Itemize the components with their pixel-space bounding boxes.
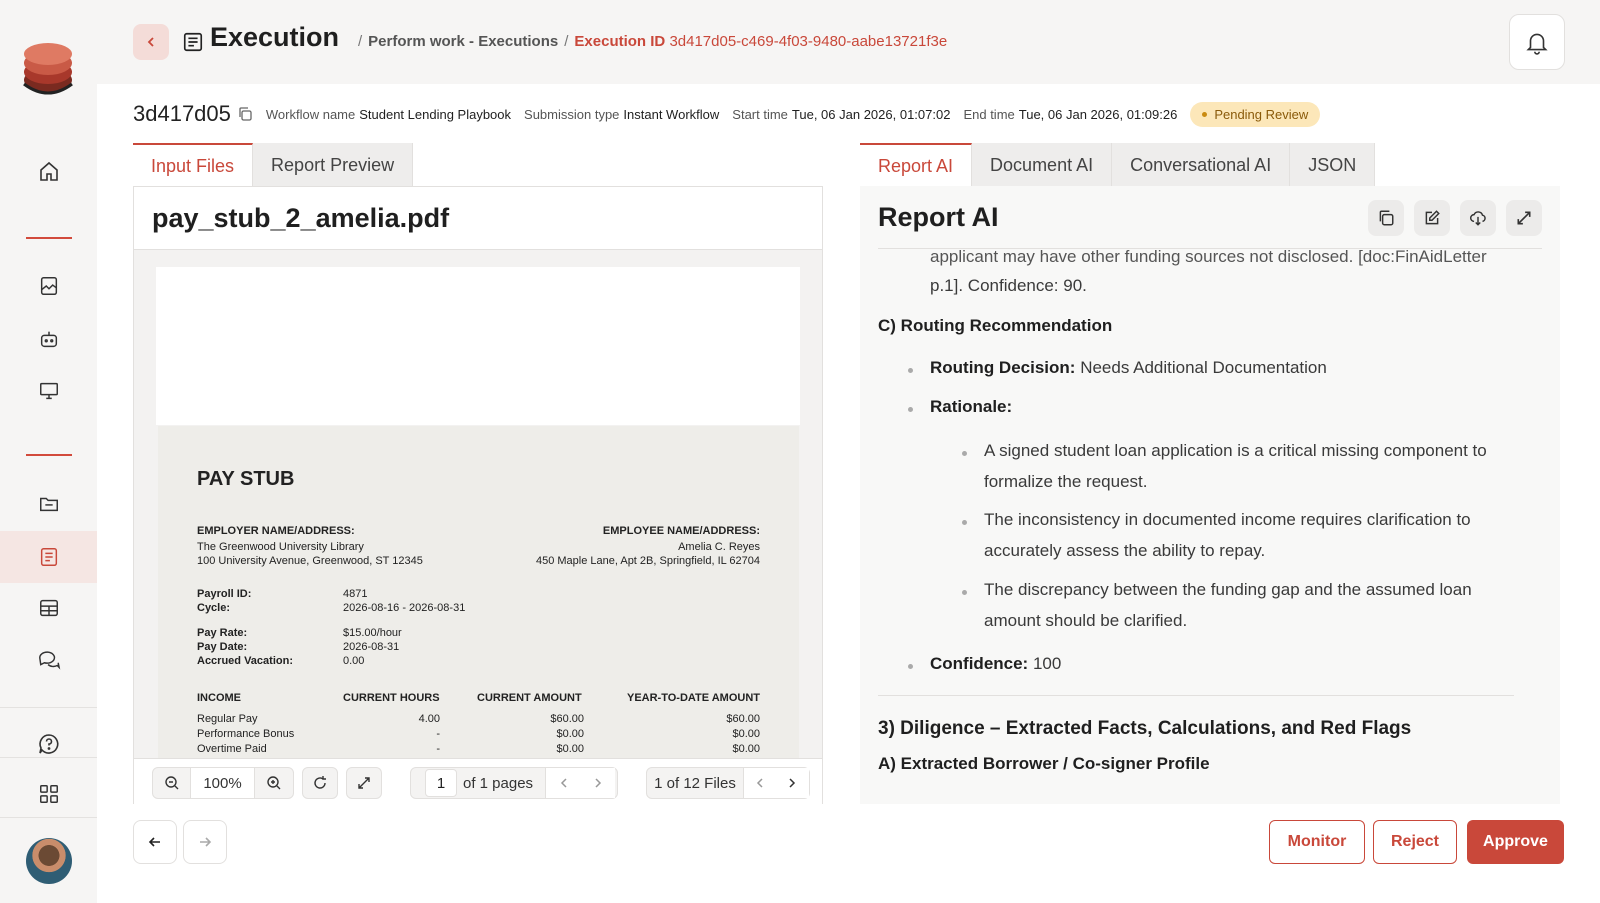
tables-nav[interactable] <box>0 584 97 632</box>
start-time-label: Start time <box>732 106 788 122</box>
cloud-download-icon <box>1469 209 1487 227</box>
employee-label: EMPLOYEE NAME/ADDRESS: <box>602 525 760 537</box>
reject-button[interactable]: Reject <box>1373 820 1457 864</box>
viewer-toolbar <box>134 758 822 804</box>
income-row-hours: - <box>436 728 440 740</box>
prev-file-button[interactable] <box>743 768 775 798</box>
rationale-point-3a: The discrepancy between the funding gap and the assumed loan <box>984 580 1472 599</box>
document-list-icon <box>182 31 204 53</box>
zoom-in-icon <box>266 775 282 791</box>
rationale-point-2b: accurately assess the ability to repay. <box>984 541 1266 560</box>
status-text: Pending Review <box>1214 106 1309 122</box>
col-amount: CURRENT AMOUNT <box>477 692 582 704</box>
routing-decision-value: Needs Additional Documentation <box>1080 358 1327 377</box>
bullet-dot <box>908 368 913 373</box>
cycle: 2026-08-16 - 2026-08-31 <box>343 602 466 614</box>
page-controls <box>410 767 618 799</box>
grid-icon <box>38 783 60 805</box>
report-ai-panel <box>860 186 1560 804</box>
page-title: Execution <box>210 22 340 52</box>
income-row-name: Performance Bonus <box>197 728 295 740</box>
expand-icon <box>357 776 371 790</box>
robot-icon <box>38 328 60 350</box>
col-hours: CURRENT HOURS <box>343 692 440 704</box>
col-income: INCOME <box>197 692 241 704</box>
help-nav[interactable] <box>0 720 97 768</box>
zoom-level: 100% <box>191 768 255 798</box>
previous-execution-button[interactable] <box>133 820 177 864</box>
home-icon <box>37 160 61 184</box>
home-nav[interactable] <box>0 148 97 196</box>
vacation-label: Accrued Vacation: <box>197 655 293 667</box>
income-row-ytd: $60.00 <box>726 713 760 725</box>
end-time-label: End time <box>963 106 1015 122</box>
zoom-controls <box>152 767 294 799</box>
left-tabs <box>133 143 413 187</box>
chevron-right-icon <box>593 777 603 789</box>
prev-page-button[interactable] <box>545 768 581 798</box>
folder-icon <box>38 493 60 515</box>
start-time-value: Tue, 06 Jan 2026, 01:07:02 <box>791 106 951 122</box>
sidebar-divider <box>0 707 97 708</box>
bullet-dot <box>908 407 913 412</box>
page-number-input[interactable]: 1 <box>425 769 457 797</box>
rotate-icon <box>312 775 328 791</box>
zoom-out-button[interactable] <box>153 768 191 798</box>
routing-decision-label: Routing Decision: <box>930 358 1076 377</box>
chevron-left-icon <box>145 36 157 48</box>
bullet-dot <box>962 451 967 456</box>
payroll-id: 4871 <box>343 588 368 600</box>
report-body[interactable] <box>860 249 1560 804</box>
report-text: p.1]. Confidence: 90. <box>930 276 1087 295</box>
rationale-point-3b: amount should be clarified. <box>984 611 1188 630</box>
income-row-amount: $0.00 <box>556 743 584 755</box>
files-label: 1 of 12 Files <box>654 774 736 792</box>
employee-name: Amelia C. Reyes <box>678 541 760 553</box>
bullet-dot <box>962 590 967 595</box>
sidebar-separator <box>26 237 72 239</box>
cycle-label: Cycle: <box>197 602 231 614</box>
fullscreen-button[interactable] <box>346 767 382 799</box>
report-text-cut: applicant may have other funding sources not disclosed. [doc:FinAidLetter <box>930 249 1487 266</box>
monitor-icon <box>38 380 60 402</box>
table-icon <box>38 597 60 619</box>
agents-nav[interactable] <box>0 315 97 363</box>
file-controls <box>646 767 810 799</box>
breadcrumb-current-id: 3d417d05-c469-4f03-9480-aabe13721f3e <box>669 33 948 50</box>
rationale-point-2a: The inconsistency in documented income requires clarification to <box>984 510 1471 529</box>
arrow-right-icon <box>197 834 213 850</box>
download-report-button[interactable] <box>1460 200 1496 236</box>
rationale-point-1b: formalize the request. <box>984 472 1148 491</box>
status-dot <box>1202 112 1207 117</box>
page-header <box>97 0 1600 84</box>
breadcrumb-current-label: Execution ID <box>574 33 666 50</box>
status-badge <box>1190 102 1320 127</box>
pay-stub-page <box>158 426 799 758</box>
chevron-left-icon <box>755 777 765 789</box>
main-content <box>97 84 1600 903</box>
payroll-id-label: Payroll ID: <box>197 588 252 600</box>
chevron-left-icon <box>559 777 569 789</box>
end-time-value: Tue, 06 Jan 2026, 01:09:26 <box>1018 106 1178 122</box>
book-icon <box>38 275 60 297</box>
edit-report-button[interactable] <box>1414 200 1450 236</box>
copy-report-button[interactable] <box>1368 200 1404 236</box>
files-nav[interactable] <box>0 480 97 528</box>
execution-meta <box>133 100 1320 128</box>
vacation: 0.00 <box>343 655 365 667</box>
rationale-label: Rationale: <box>930 397 1013 416</box>
income-row-name: Regular Pay <box>197 713 258 725</box>
income-row-hours: 4.00 <box>418 713 440 725</box>
income-row-ytd: $0.00 <box>732 743 760 755</box>
section-divider <box>878 695 1514 696</box>
file-name: pay_stub_2_amelia.pdf <box>152 203 450 233</box>
zoom-out-icon <box>164 775 180 791</box>
pdf-page-blank <box>156 267 800 425</box>
user-avatar[interactable] <box>26 838 72 884</box>
employee-address: 450 Maple Lane, Apt 2B, Springfield, IL 62704 <box>535 555 760 567</box>
pay-date-label: Pay Date: <box>197 641 248 653</box>
rotate-button[interactable] <box>302 767 338 799</box>
pdf-viewer[interactable] <box>134 250 822 758</box>
breadcrumb <box>352 33 947 50</box>
right-tabs <box>860 143 1375 187</box>
execution-short-id: 3d417d05 <box>133 101 231 126</box>
col-ytd: YEAR-TO-DATE AMOUNT <box>626 692 760 704</box>
income-row-hours: - <box>436 743 440 755</box>
rationale-point-1a: A signed student loan application is a critical missing component to <box>984 441 1487 460</box>
approve-button[interactable]: Approve <box>1467 820 1564 864</box>
section-heading-routing: C) Routing Recommendation <box>878 316 1113 335</box>
chat-icon <box>37 649 61 671</box>
employer-name: The Greenwood University Library <box>197 541 364 553</box>
routing-decision-item <box>930 358 1327 378</box>
income-row-name: Overtime Paid <box>197 743 267 755</box>
tab-conversational-ai[interactable]: Conversational AI <box>1112 143 1290 187</box>
chevron-right-icon <box>787 777 797 789</box>
report-title: Report AI <box>878 202 999 232</box>
reports-nav[interactable] <box>0 262 97 310</box>
app-logo[interactable] <box>22 40 74 96</box>
help-icon <box>37 732 61 756</box>
bell-icon <box>1524 29 1550 55</box>
tab-document-ai[interactable]: Document AI <box>972 143 1112 187</box>
tab-report-preview[interactable]: Report Preview <box>253 143 413 187</box>
sidebar-divider <box>0 757 97 758</box>
zoom-in-button[interactable] <box>255 768 293 798</box>
workflow-value: Student Lending Playbook <box>359 106 512 122</box>
fullscreen-cell <box>347 768 381 798</box>
document-list-icon <box>38 546 60 568</box>
expand-icon <box>1516 210 1532 226</box>
breadcrumb-separator: / <box>564 33 569 50</box>
pay-date: 2026-08-31 <box>343 641 400 653</box>
file-viewer-panel <box>133 186 823 804</box>
expand-report-button[interactable] <box>1506 200 1542 236</box>
pages-label: of 1 pages <box>463 774 534 792</box>
monitor-nav[interactable] <box>0 367 97 415</box>
bullet-dot <box>908 664 913 669</box>
pay-stub-title: PAY STUB <box>197 468 295 490</box>
submission-label: Submission type <box>524 106 620 122</box>
rotate-cell <box>303 768 337 798</box>
income-row-ytd: $0.00 <box>732 728 760 740</box>
confidence-label: Confidence: <box>930 654 1029 673</box>
apps-nav[interactable] <box>0 770 97 818</box>
income-row-amount: $0.00 <box>556 728 584 740</box>
executions-nav[interactable] <box>0 531 97 583</box>
report-actions <box>1368 200 1542 236</box>
confidence-item <box>930 654 1061 674</box>
section-heading-diligence: 3) Diligence – Extracted Facts, Calculations, and Red Flags <box>878 718 1412 739</box>
copy-icon <box>1377 209 1395 227</box>
next-execution-button[interactable] <box>183 820 227 864</box>
submission-value: Instant Workflow <box>623 106 720 122</box>
sidebar <box>0 0 97 903</box>
chat-nav[interactable] <box>0 636 97 684</box>
tab-json[interactable]: JSON <box>1290 143 1375 187</box>
section-heading-profile: A) Extracted Borrower / Co-signer Profile <box>878 754 1210 773</box>
next-file-button[interactable] <box>775 768 809 798</box>
bullet-dot <box>962 520 967 525</box>
employer-label: EMPLOYER NAME/ADDRESS: <box>197 525 355 537</box>
workflow-label: Workflow name <box>265 106 356 122</box>
tab-report-ai[interactable]: Report AI <box>860 143 972 187</box>
notifications-button[interactable] <box>1509 14 1565 70</box>
confidence-value: 100 <box>1032 654 1062 673</box>
employer-address: 100 University Avenue, Greenwood, ST 12345 <box>197 555 423 567</box>
back-button[interactable] <box>133 24 169 60</box>
pay-rate-label: Pay Rate: <box>197 627 248 639</box>
next-page-button[interactable] <box>581 768 615 798</box>
arrow-left-icon <box>147 834 163 850</box>
copy-icon[interactable] <box>237 106 253 122</box>
breadcrumb-parent[interactable]: Perform work - Executions <box>368 33 559 50</box>
breadcrumb-separator: / <box>358 33 363 50</box>
tab-input-files[interactable]: Input Files <box>133 143 253 187</box>
rationale-item <box>930 397 1012 417</box>
pay-rate: $15.00/hour <box>343 627 402 639</box>
income-row-amount: $60.00 <box>550 713 584 725</box>
sidebar-separator <box>26 454 72 456</box>
monitor-button[interactable]: Monitor <box>1269 820 1365 864</box>
sidebar-divider <box>0 817 97 818</box>
edit-icon <box>1423 209 1441 227</box>
